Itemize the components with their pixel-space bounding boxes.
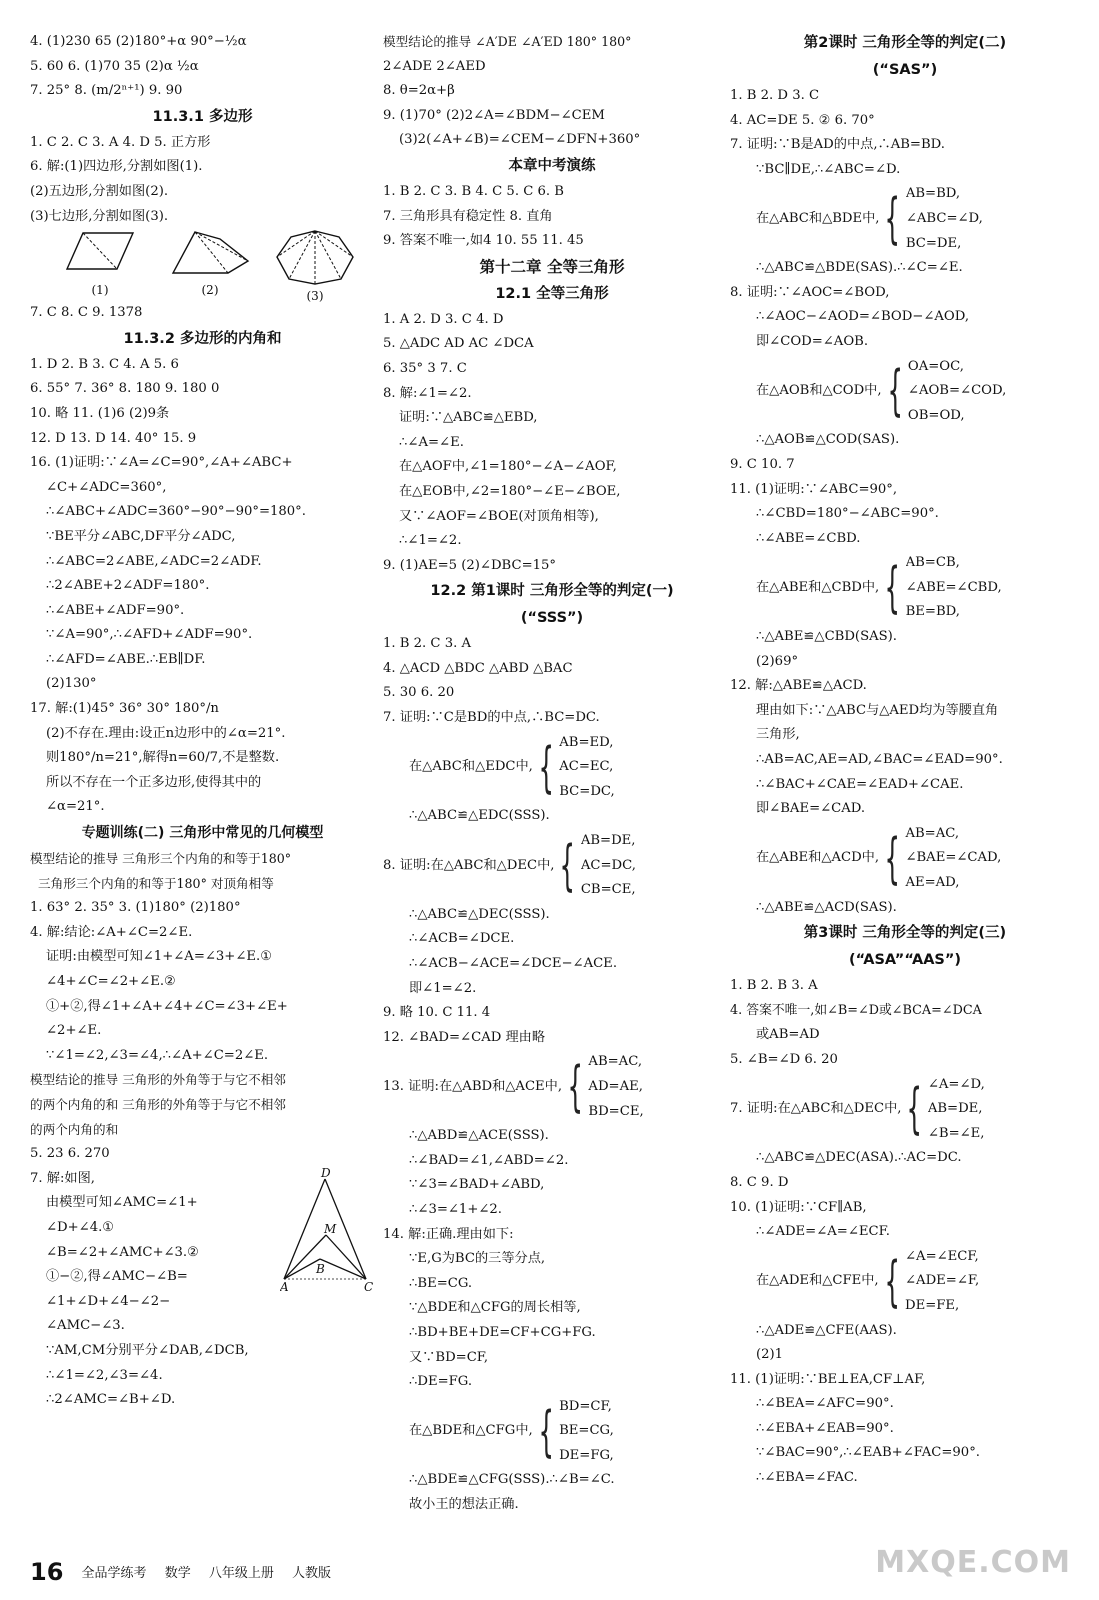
- text-line: ∴△ABC≌△DEC(ASA).∴AC=DC.: [756, 1150, 962, 1166]
- system-row: BD=CE,: [588, 1103, 644, 1119]
- text-line: ∴∠ABC=2∠ABE,∠ADC=2∠ADF.: [46, 553, 262, 569]
- footer-subject: 数学: [164, 1566, 191, 1581]
- text-line: 的两个内角的和 三角形的外角等于与它不相邻: [30, 1096, 286, 1112]
- equation-system: [730, 1073, 1080, 1147]
- text-line: 12. 解:△ABE≌△ACD.: [730, 678, 867, 694]
- text-line: 8. C 9. D: [730, 1174, 789, 1190]
- problem-7-block: [30, 1167, 375, 1413]
- text-line: ∵∠3=∠BAD+∠ABD,: [409, 1177, 545, 1193]
- equation-system: [730, 182, 1080, 256]
- brace-icon: {: [884, 1249, 900, 1313]
- section-heading: 专题训练(二) 三角形中常见的几何模型: [81, 825, 324, 842]
- section-subheading: (“SAS”): [872, 62, 938, 78]
- text-line: 8. θ=2α+β: [383, 83, 455, 99]
- text-line: 5. 60 6. (1)70 35 (2)α ½α: [30, 58, 199, 74]
- text-line: ∴∠EBA+∠EAB=90°.: [756, 1420, 894, 1436]
- section-heading: 12.2 第1课时 三角形全等的判定(一): [430, 583, 674, 600]
- figure-quadrilateral: [65, 229, 135, 297]
- text-line: 模型结论的推导 ∠A′DE ∠A′ED 180° 180°: [383, 34, 632, 49]
- equation-system: [730, 1245, 1080, 1319]
- label-C: C: [364, 1279, 374, 1294]
- text-line: ∴∠ABC+∠ADC=360°−90°−90°=180°.: [46, 504, 306, 520]
- text-line: 8. 解:∠1=∠2.: [383, 385, 472, 401]
- system-intro: 在△ABE和△CBD中,: [756, 579, 880, 595]
- section-heading: 11.3.1 多边形: [152, 108, 253, 125]
- text-line: 9. (1)70° (2)2∠A=∠BDM−∠CEM: [383, 107, 605, 123]
- text-line: 4. 解:结论:∠A+∠C=2∠E.: [30, 924, 193, 940]
- text-line: 的两个内角的和: [30, 1121, 119, 1137]
- figure-caption: (1): [91, 283, 109, 298]
- page-number: 16: [30, 1558, 64, 1586]
- text-line: 证明:∵△ABC≌△EBD,: [399, 410, 538, 426]
- text-line: 4. (1)230 65 (2)180°+α 90°−½α: [30, 34, 247, 49]
- system-row: BC=DE,: [905, 235, 962, 251]
- text-line: 14. 解:正确.理由如下:: [383, 1226, 514, 1242]
- text-line: 7. C 8. C 9. 1378: [30, 305, 143, 321]
- brace-icon: {: [906, 1077, 923, 1141]
- system-row: AB=AC,: [905, 825, 960, 841]
- text-line: 4. AC=DE 5. ② 6. 70°: [730, 112, 875, 128]
- text-line: 9. 答案不唯一,如4 10. 55 11. 45: [383, 233, 584, 249]
- text-line: ∴2∠ABE+2∠ADF=180°.: [46, 578, 210, 594]
- text-line: ∴∠ADE=∠A=∠ECF.: [756, 1224, 890, 1240]
- text-line: ∵BE平分∠ABC,DF平分∠ADC,: [46, 528, 236, 544]
- text-line: 7. 证明:∵B是AD的中点,∴AB=BD.: [730, 137, 945, 153]
- text-line: ∴∠1=∠2.: [399, 533, 462, 549]
- system-row: AB=AC,: [588, 1054, 643, 1070]
- system-row: DE=FE,: [905, 1297, 960, 1313]
- text-line: 5. △ADC AD AC ∠DCA: [383, 336, 534, 352]
- text-line: ∴BD+BE+DE=CF+CG+FG.: [409, 1324, 596, 1340]
- text-line: 5. 23 6. 270: [30, 1146, 110, 1162]
- system-intro: 在△ADE和△CFE中,: [756, 1273, 879, 1289]
- text-line: 1. 63° 2. 35° 3. (1)180° (2)180°: [30, 900, 241, 916]
- footer-grade: 八年级上册: [208, 1566, 274, 1581]
- section-heading: 第2课时 三角形全等的判定(二): [803, 35, 1007, 51]
- text-line: ①−②,得∠AMC−∠B=: [46, 1269, 188, 1285]
- text-line: 12. D 13. D 14. 40° 15. 9: [30, 430, 197, 446]
- brace-icon: {: [884, 187, 901, 251]
- system-row: ∠ADE=∠F,: [905, 1273, 980, 1289]
- system-intro: 在△ABC和△EDC中,: [409, 759, 533, 775]
- system-row: ∠B=∠E,: [927, 1125, 985, 1141]
- watermark-logo: [871, 1508, 1081, 1588]
- text-line: 9. C 10. 7: [730, 456, 795, 472]
- text-line: 11. (1)证明:∵BE⊥EA,CF⊥AF,: [730, 1371, 926, 1387]
- text-line: ∴BE=CG.: [409, 1275, 473, 1291]
- text-line: 9. 略 10. C 11. 4: [383, 1005, 491, 1021]
- text-line: 16. (1)证明:∵∠A=∠C=90°,∠A+∠ABC+: [30, 455, 293, 471]
- text-line: 三角形三个内角的和等于180° 对顶角相等: [38, 875, 274, 891]
- text-line: (2)五边形,分割如图(2).: [30, 183, 169, 199]
- system-row: BD=CF,: [559, 1398, 612, 1414]
- system-row: AB=CB,: [905, 555, 960, 571]
- system-row: ∠ABC=∠D,: [905, 210, 983, 226]
- text-line: 即∠1=∠2.: [409, 980, 477, 996]
- text-line: 5. 30 6. 20: [383, 685, 455, 701]
- system-row: AB=ED,: [559, 734, 614, 750]
- equation-system: [383, 1395, 721, 1469]
- text-line: 1. C 2. C 3. A 4. D 5. 正方形: [30, 134, 211, 150]
- text-line: ∴△ADE≌△CFE(AAS).: [756, 1322, 897, 1338]
- text-line: ∴∠A=∠E.: [399, 434, 464, 450]
- system-row: CB=CE,: [580, 882, 636, 898]
- text-line: 7. 解:如图,: [30, 1170, 95, 1186]
- text-line: ∴2∠AMC=∠B+∠D.: [46, 1392, 176, 1408]
- text-line: 4. 答案不唯一,如∠B=∠D或∠BCA=∠DCA: [730, 1002, 982, 1018]
- footer-brand: 全品学练考: [81, 1566, 147, 1581]
- text-line: ∴△ABD≌△ACE(SSS).: [409, 1128, 549, 1144]
- text-line: ∴∠1=∠2,∠3=∠4.: [46, 1367, 163, 1383]
- equation-system: [383, 829, 721, 903]
- text-line: ∴AB=AC,AE=AD,∠BAC=∠EAD=90°.: [756, 752, 1003, 768]
- text-line: ∠α=21°.: [46, 799, 105, 815]
- text-line: 三角形,: [756, 727, 800, 743]
- system-row: ∠A=∠D,: [927, 1076, 985, 1092]
- text-line: ∴△ABE≌△ACD(SAS).: [756, 899, 897, 915]
- brace-icon: {: [538, 1399, 554, 1463]
- text-line: (2)130°: [46, 676, 97, 692]
- text-line: 1. B 2. C 3. A: [383, 636, 472, 652]
- triangle-model-figure: [280, 1167, 375, 1297]
- text-line: ∴△AOB≌△COD(SAS).: [756, 432, 900, 448]
- text-line: 所以不存在一个正多边形,使得其中的: [46, 774, 262, 790]
- text-line: ∴∠BAC+∠CAE=∠EAD+∠CAE.: [756, 776, 964, 792]
- brace-icon: {: [559, 833, 576, 897]
- system-row: AE=AD,: [905, 875, 960, 890]
- section-subheading: (“ASA”“AAS”): [848, 952, 962, 969]
- system-row: ∠ABE=∠CBD,: [905, 579, 1002, 595]
- system-row: ∠AOB=∠COD,: [907, 383, 1007, 399]
- text-line: 4. △ACD △BDC △ABD △BAC: [383, 660, 573, 676]
- system-row: AC=DC,: [580, 857, 636, 873]
- page-footer: [30, 1558, 345, 1586]
- text-line: 由模型可知∠AMC=∠1+: [46, 1195, 198, 1211]
- column-left: [30, 30, 375, 1413]
- text-line: 在△AOF中,∠1=180°−∠A−∠AOF,: [399, 459, 617, 475]
- text-line: ∴∠ACB−∠ACE=∠DCE−∠ACE.: [409, 956, 618, 971]
- brace-icon: {: [884, 556, 901, 620]
- text-line: 6. 解:(1)四边形,分割如图(1).: [30, 159, 203, 175]
- text-line: ∠4+∠C=∠2+∠E.②: [46, 974, 176, 989]
- text-line: (2)69°: [756, 653, 799, 669]
- figure-heptagon: [275, 229, 355, 303]
- text-line: 又∵BD=CF,: [409, 1349, 489, 1365]
- system-row: OB=OD,: [907, 407, 965, 423]
- text-line: 7. 25° 8. (m/2ⁿ⁺¹) 9. 90: [30, 83, 183, 99]
- text-line: 1. B 2. B 3. A: [730, 978, 818, 994]
- section-heading: 12.1 全等三角形: [495, 285, 609, 302]
- system-intro: 8. 证明:在△ABC和△DEC中,: [383, 857, 555, 873]
- text-line: ∴∠AOC−∠AOD=∠BOD−∠AOD,: [756, 309, 970, 325]
- text-line: 即∠BAE=∠CAD.: [756, 801, 866, 817]
- system-row: OA=OC,: [907, 358, 964, 374]
- brace-icon: {: [567, 1055, 583, 1119]
- text-line: 证明:由模型可知∠1+∠A=∠3+∠E.①: [46, 949, 273, 965]
- text-line: 12. ∠BAD=∠CAD 理由略: [383, 1029, 546, 1045]
- label-B: B: [316, 1261, 325, 1276]
- text-line: ∠2+∠E.: [46, 1023, 102, 1039]
- text-line: 模型结论的推导 三角形三个内角的和等于180°: [30, 851, 292, 867]
- text-line: ∴∠ACB=∠DCE.: [409, 931, 515, 947]
- equation-system: [730, 355, 1080, 429]
- text-line: 7. 证明:∵C是BD的中点,∴BC=DC.: [383, 710, 600, 726]
- text-line: 1. D 2. B 3. C 4. A 5. 6: [30, 356, 179, 372]
- section-heading: 本章中考演练: [508, 157, 596, 174]
- section-heading: 11.3.2 多边形的内角和: [123, 330, 282, 347]
- system-row: AB=BD,: [905, 186, 961, 202]
- text-line: ①+②,得∠1+∠A+∠4+∠C=∠3+∠E+: [46, 998, 288, 1014]
- text-line: 模型结论的推导 三角形的外角等于与它不相邻: [30, 1072, 286, 1088]
- system-intro: 在△ABC和△BDE中,: [756, 210, 880, 226]
- column-middle: [383, 30, 721, 1518]
- text-line: ∴△BDE≌△CFG(SSS).∴∠B=∠C.: [409, 1472, 615, 1488]
- text-line: ∠C+∠ADC=360°,: [46, 479, 167, 495]
- figure-caption: (2): [201, 283, 219, 298]
- text-line: ∵BC∥DE,∴∠ABC=∠D.: [756, 161, 901, 177]
- equation-system: [383, 731, 721, 805]
- label-D: D: [321, 1166, 331, 1180]
- text-line: 10. (1)证明:∵CF∥AB,: [730, 1199, 867, 1215]
- label-M: M: [324, 1221, 337, 1236]
- text-line: ∵∠BAC=90°,∴∠EAB+∠FAC=90°.: [756, 1445, 980, 1461]
- section-heading: 第3课时 三角形全等的判定(三): [803, 925, 1007, 942]
- text-line: ∠AMC−∠3.: [46, 1318, 125, 1334]
- text-line: ∵△BDE和△CFG的周长相等,: [409, 1300, 581, 1316]
- system-row: AD=AE,: [588, 1078, 643, 1094]
- text-line: ∴△ABE≌△CBD(SAS).: [756, 629, 897, 645]
- text-line: ∴∠ABE+∠ADF=90°.: [46, 602, 185, 618]
- system-intro: 在△ABE和△ACD中,: [756, 850, 880, 866]
- text-line: (2)不存在.理由:设正n边形中的∠α=21°.: [46, 725, 286, 741]
- system-intro: 在△BDE和△CFG中,: [409, 1423, 533, 1439]
- text-line: 2∠ADE 2∠AED: [383, 58, 486, 74]
- text-line: ∠B=∠2+∠AMC+∠3.②: [46, 1244, 199, 1260]
- polygon-figures: [30, 229, 375, 304]
- chapter-heading: 第十二章 全等三角形: [479, 257, 625, 276]
- text-line: 1. B 2. D 3. C: [730, 88, 820, 103]
- figure-pentagon: [170, 229, 250, 297]
- system-row: ∠BAE=∠CAD,: [905, 850, 1002, 866]
- text-line: 7. 三角形具有稳定性 8. 直角: [383, 208, 553, 224]
- text-line: 故小王的想法正确.: [409, 1497, 519, 1513]
- system-intro: 7. 证明:在△ABC和△DEC中,: [730, 1101, 902, 1117]
- text-line: ∴DE=FG.: [409, 1374, 473, 1390]
- text-line: 6. 55° 7. 36° 8. 180 9. 180 0: [30, 381, 220, 397]
- system-row: DE=FG,: [559, 1447, 614, 1463]
- system-row: BE=CG,: [559, 1423, 614, 1439]
- text-line: ∴∠EBA=∠FAC.: [756, 1470, 858, 1486]
- equation-system: [730, 822, 1080, 896]
- text-line: ∴△ABC≌△BDE(SAS).∴∠C=∠E.: [756, 260, 963, 276]
- text-line: 1. B 2. C 3. B 4. C 5. C 6. B: [383, 183, 564, 199]
- text-line: 6. 35° 3 7. C: [383, 360, 467, 376]
- text-line: ∴∠BEA=∠AFC=90°.: [756, 1396, 894, 1412]
- section-subheading: (“SSS”): [520, 610, 584, 627]
- column-right: [730, 30, 1080, 1491]
- text-line: (3)七边形,分割如图(3).: [30, 208, 169, 224]
- system-row: AB=DE,: [927, 1101, 983, 1117]
- system-row: BC=DC,: [559, 783, 615, 799]
- text-line: 9. (1)AE=5 (2)∠DBC=15°: [383, 557, 556, 573]
- equation-system: [730, 551, 1080, 625]
- text-line: 即∠COD=∠AOB.: [756, 333, 869, 349]
- system-row: AC=EC,: [559, 759, 614, 775]
- text-line: 8. 证明:∵∠AOC=∠BOD,: [730, 284, 890, 300]
- watermark-text: MXQE.COM: [875, 1545, 1071, 1580]
- footer-edition: 人教版: [292, 1566, 332, 1581]
- text-line: ∴∠CBD=180°−∠ABC=90°.: [756, 506, 939, 522]
- text-line: 10. 略 11. (1)6 (2)9条: [30, 405, 170, 421]
- system-row: AB=DE,: [580, 833, 636, 849]
- system-intro: 在△AOB和△COD中,: [756, 383, 882, 399]
- text-line: ∴△ABC≌△DEC(SSS).: [409, 906, 550, 922]
- brace-icon: {: [538, 735, 554, 799]
- brace-icon: {: [886, 359, 903, 423]
- system-intro: 13. 证明:在△ABD和△ACE中,: [383, 1078, 563, 1094]
- text-line: 又∵∠AOF=∠BOE(对顶角相等),: [399, 508, 599, 524]
- text-line: ∵∠1=∠2,∠3=∠4,∴∠A+∠C=2∠E.: [46, 1047, 269, 1063]
- text-line: 或AB=AD: [756, 1027, 820, 1043]
- text-line: 17. 解:(1)45° 36° 30° 180°/n: [30, 701, 219, 717]
- text-line: ∴∠AFD=∠ABE.∴EB∥DF.: [46, 651, 206, 667]
- text-line: ∴∠BAD=∠1,∠ABD=∠2.: [409, 1152, 569, 1168]
- text-line: 11. (1)证明:∵∠ABC=90°,: [730, 481, 898, 497]
- system-row: ∠A=∠ECF,: [905, 1248, 979, 1264]
- label-A: A: [280, 1279, 289, 1294]
- text-line: ∵AM,CM分别平分∠DAB,∠DCB,: [46, 1342, 249, 1358]
- text-line: 1. A 2. D 3. C 4. D: [383, 311, 504, 327]
- equation-system: [383, 1050, 721, 1124]
- text-line: ∵E,G为BC的三等分点,: [409, 1251, 546, 1267]
- text-line: ∠D+∠4.①: [46, 1219, 115, 1235]
- text-line: ∴△ABC≌△EDC(SSS).: [409, 808, 550, 824]
- brace-icon: {: [884, 826, 900, 890]
- text-line: 则180°/n=21°,解得n=60/7,不是整数.: [46, 750, 280, 766]
- text-line: 5. ∠B=∠D 6. 20: [730, 1051, 838, 1067]
- figure-caption: (3): [306, 289, 324, 304]
- text-line: ∴∠ABE=∠CBD.: [756, 530, 861, 546]
- text-line: ∠1+∠D+∠4−∠2−: [46, 1293, 171, 1309]
- text-line: 在△EOB中,∠2=180°−∠E−∠BOE,: [399, 483, 621, 499]
- text-line: (3)2(∠A+∠B)=∠CEM−∠DFN+360°: [399, 132, 641, 148]
- text-line: ∴∠3=∠1+∠2.: [409, 1201, 503, 1217]
- text-line: ∵∠A=90°,∴∠AFD+∠ADF=90°.: [46, 627, 253, 643]
- system-row: BE=BD,: [905, 604, 960, 620]
- text-line: 理由如下:∵△ABC与△AED均为等腰直角: [756, 702, 999, 718]
- text-line: (2)1: [756, 1347, 784, 1363]
